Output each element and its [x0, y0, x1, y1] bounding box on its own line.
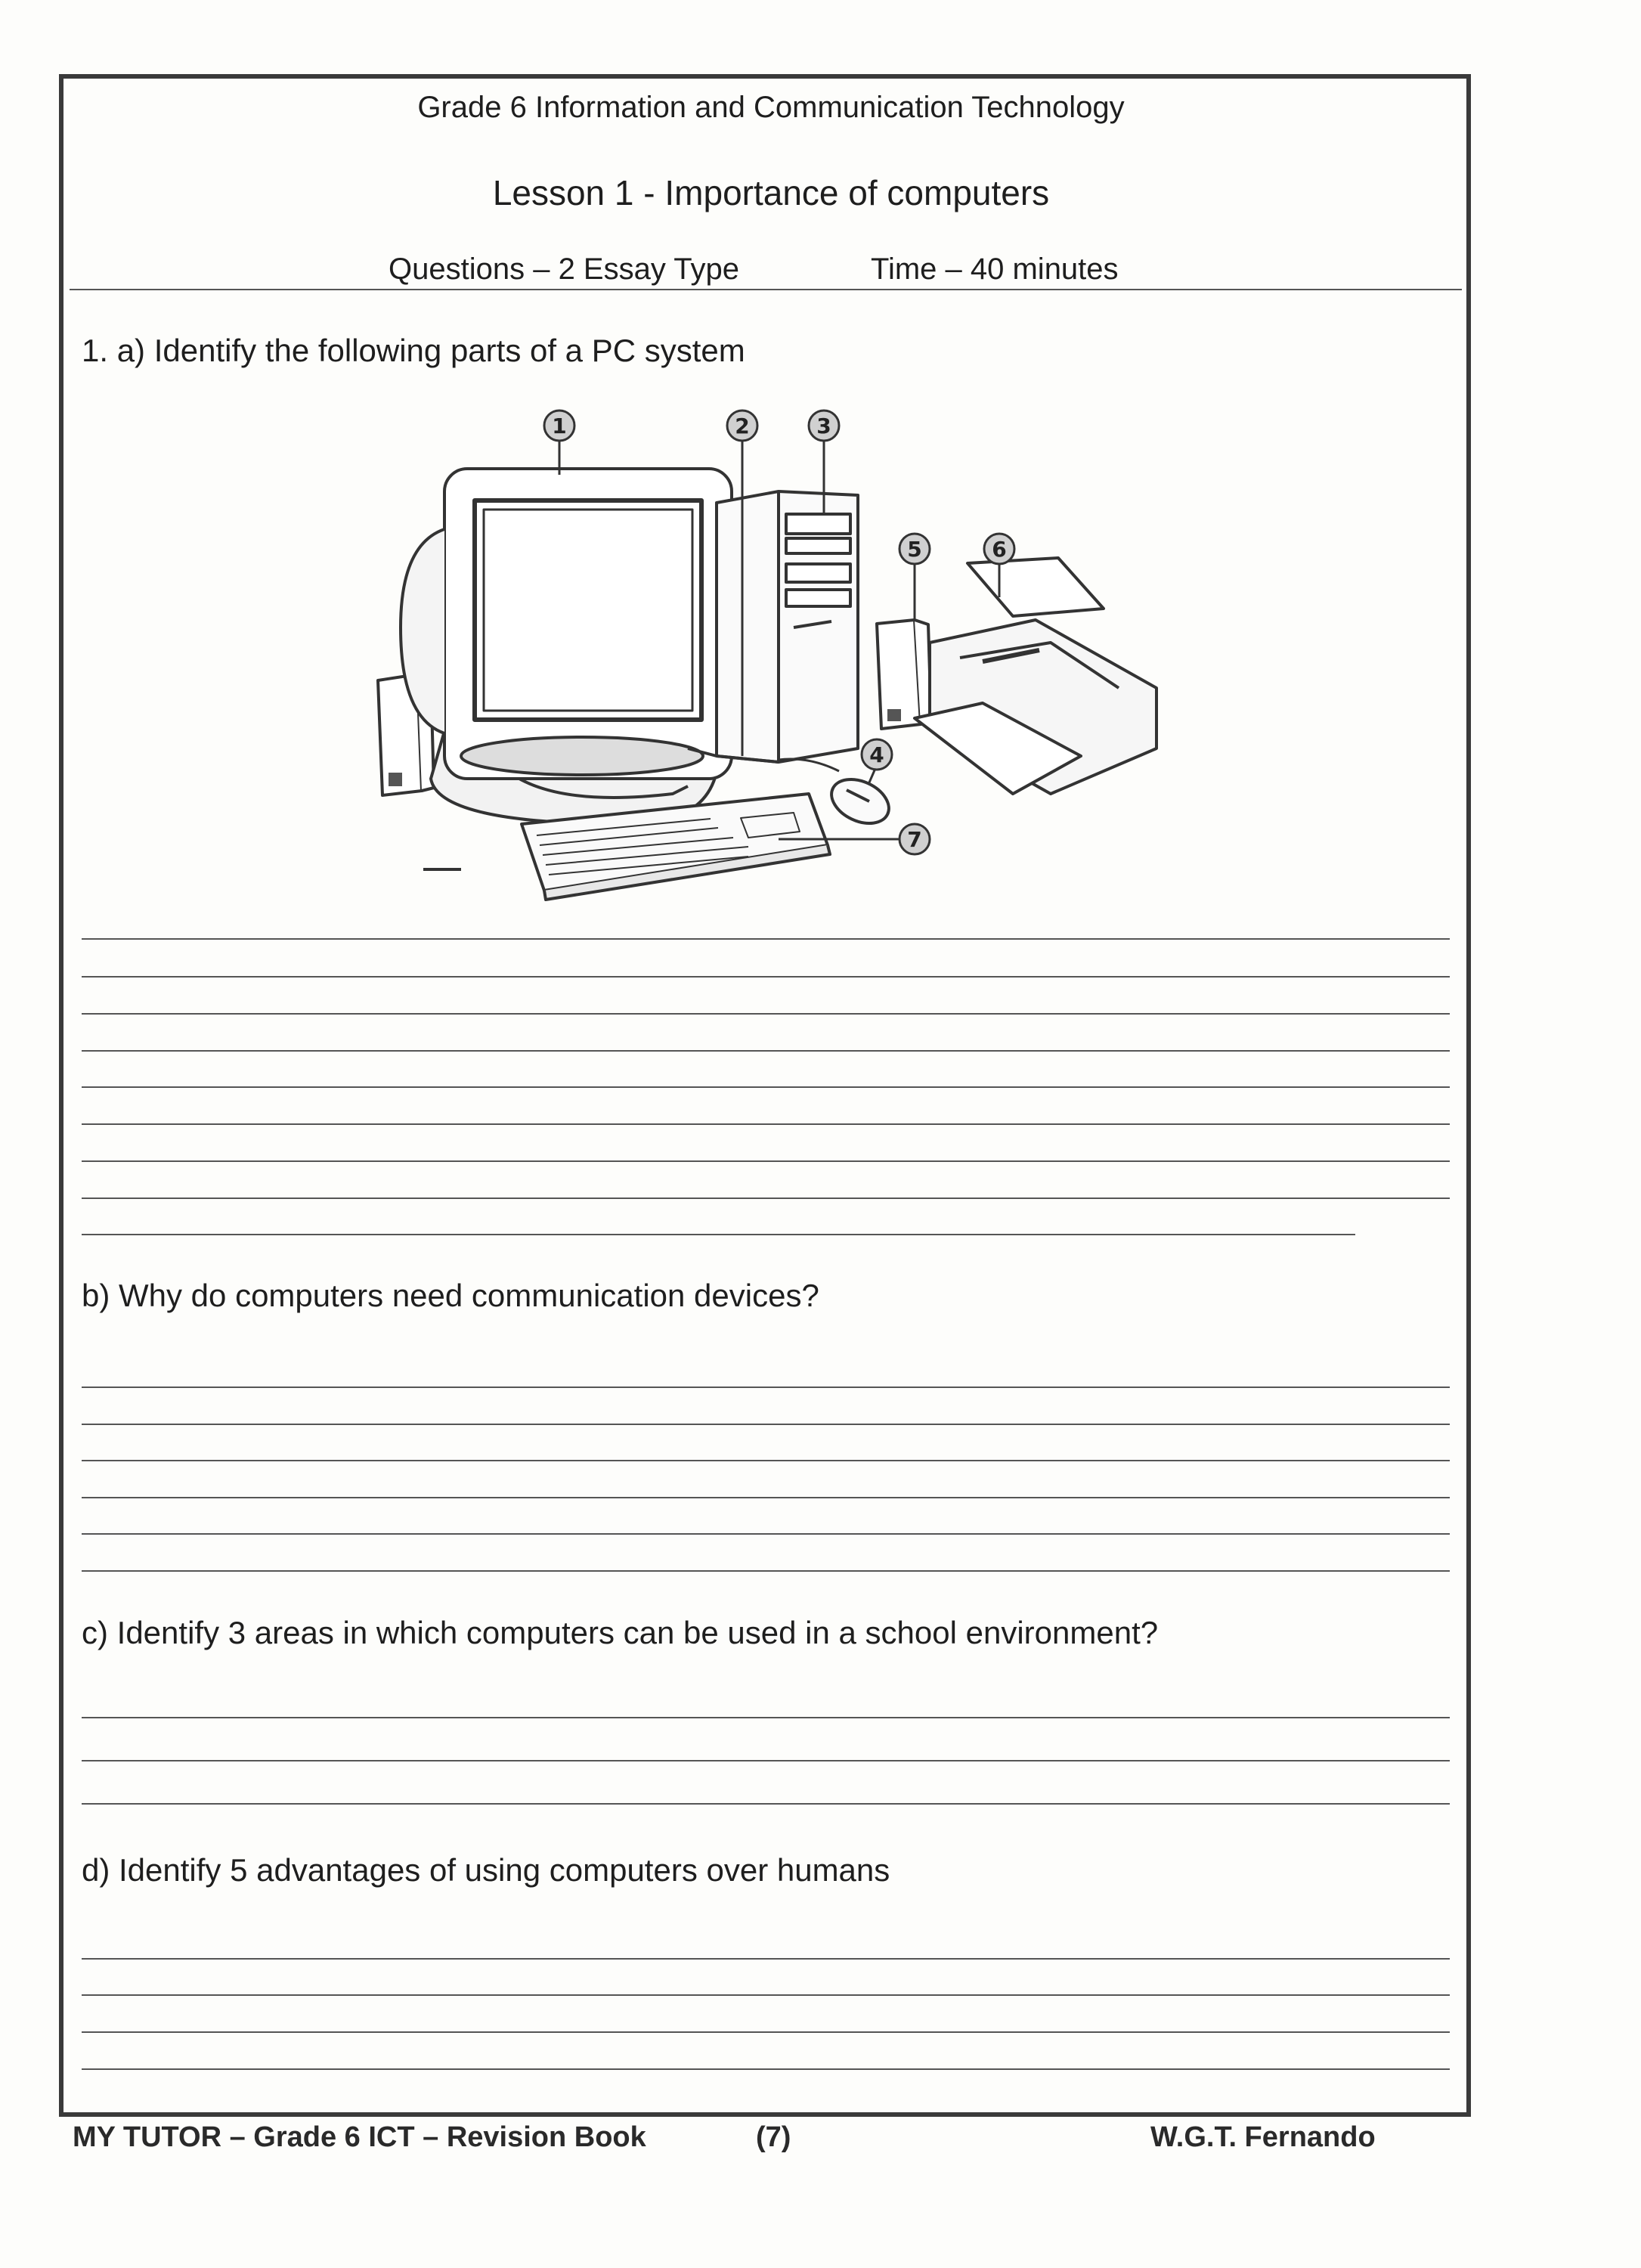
- answer-line[interactable]: [82, 1160, 1450, 1162]
- question-1d: d) Identify 5 advantages of using computers over humans: [82, 1852, 890, 1888]
- svg-text:5: 5: [907, 537, 922, 562]
- answer-line[interactable]: [82, 1994, 1450, 1996]
- answer-line[interactable]: [82, 1717, 1450, 1718]
- answer-line[interactable]: [82, 1198, 1450, 1199]
- svg-text:6: 6: [992, 537, 1007, 562]
- footer-author: W.G.T. Fernando: [1150, 2121, 1376, 2153]
- footer-book-title: MY TUTOR – Grade 6 ICT – Revision Book: [73, 2121, 646, 2153]
- pc-system-diagram: [355, 401, 1202, 915]
- answer-line[interactable]: [82, 1424, 1450, 1425]
- part-label-3: [809, 411, 839, 441]
- question-1c: c) Identify 3 areas in which computers can be used in a school environment?: [82, 1615, 1159, 1650]
- answer-line[interactable]: [82, 1234, 1355, 1235]
- lesson-title: Lesson 1 - Importance of computers: [492, 173, 1050, 212]
- right-speaker: [877, 620, 931, 729]
- answer-line[interactable]: [82, 1460, 1450, 1461]
- answer-line[interactable]: [82, 938, 1450, 940]
- question-1b: b) Why do computers need communication devices?: [82, 1278, 819, 1313]
- part-label-5: [899, 534, 930, 564]
- answer-line[interactable]: [82, 1570, 1450, 1572]
- subject-title: Grade 6 Information and Communication Technology: [417, 91, 1125, 124]
- part-label-6: [984, 534, 1014, 564]
- questions-info: Questions – 2 Essay Type: [389, 253, 739, 286]
- time-info: Time – 40 minutes: [871, 253, 1119, 286]
- answer-line[interactable]: [82, 1803, 1450, 1805]
- answer-line[interactable]: [82, 1533, 1450, 1535]
- printer: [915, 558, 1156, 794]
- answer-line[interactable]: [82, 2031, 1450, 2033]
- answer-line[interactable]: [82, 1387, 1450, 1388]
- page-number: (7): [756, 2121, 791, 2153]
- page-border: [59, 74, 1471, 2117]
- svg-text:3: 3: [816, 414, 831, 438]
- part-label-7: [899, 824, 930, 854]
- answer-line[interactable]: [82, 1050, 1450, 1052]
- answer-line[interactable]: [82, 976, 1450, 978]
- part-label-4: [862, 739, 892, 770]
- header-divider: [70, 289, 1462, 290]
- svg-text:1: 1: [552, 414, 567, 438]
- part-label-1: [544, 411, 574, 441]
- question-1a: 1. a) Identify the following parts of a PC system: [82, 333, 745, 368]
- answer-line[interactable]: [82, 1760, 1450, 1761]
- answer-line[interactable]: [82, 1123, 1450, 1125]
- svg-text:4: 4: [869, 742, 884, 767]
- answer-line[interactable]: [82, 1086, 1450, 1088]
- part-label-2: [727, 411, 757, 441]
- answer-line[interactable]: [82, 1013, 1450, 1015]
- answer-line[interactable]: [82, 2068, 1450, 2070]
- svg-text:7: 7: [907, 827, 922, 852]
- svg-text:2: 2: [735, 414, 750, 438]
- answer-line[interactable]: [82, 1497, 1450, 1498]
- answer-line[interactable]: [82, 1958, 1450, 1960]
